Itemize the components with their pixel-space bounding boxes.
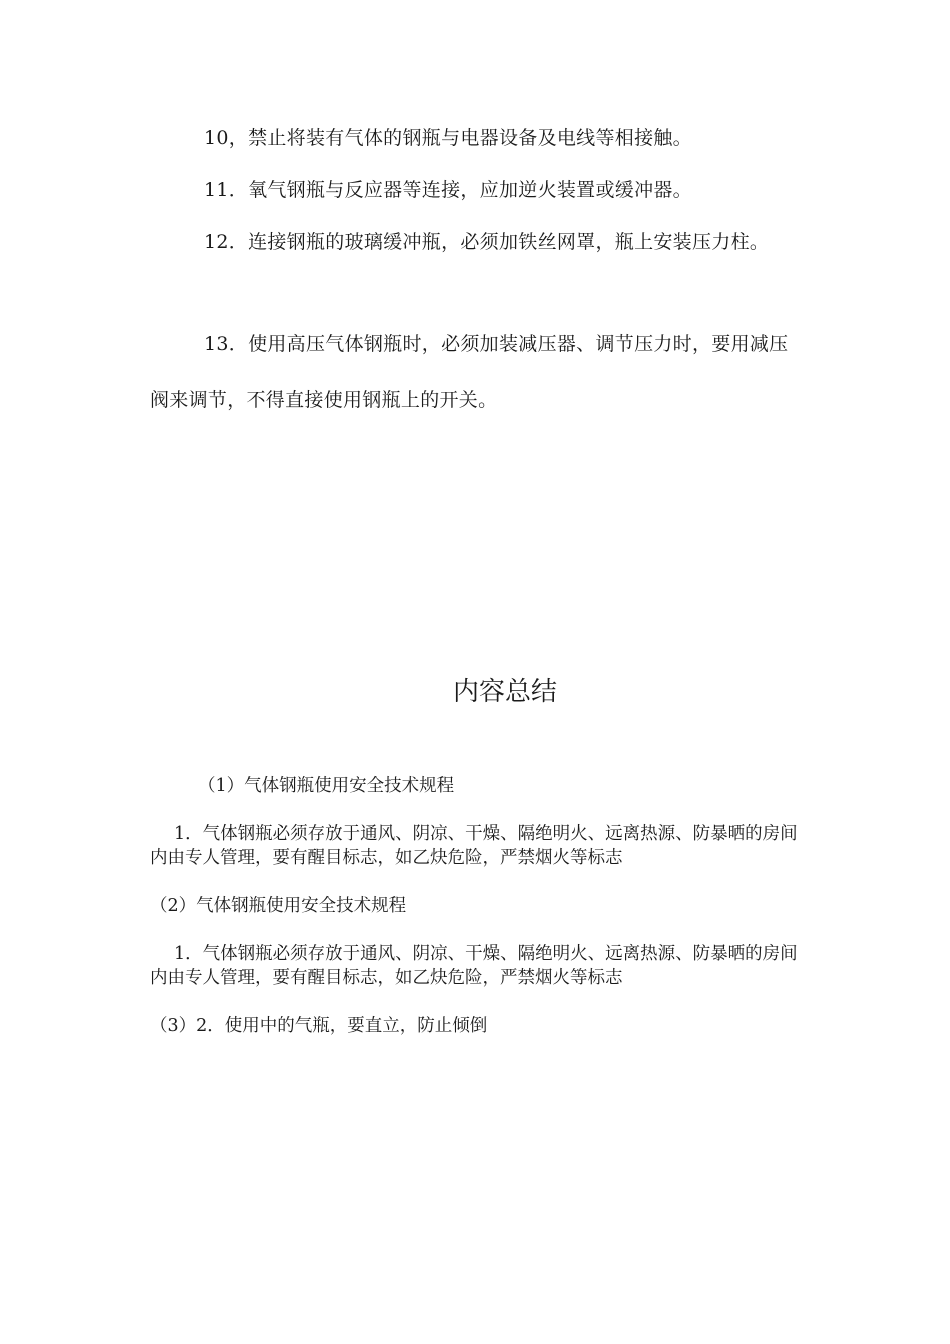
- rule-12: 12．连接钢瓶的玻璃缓冲瓶，必须加铁丝网罩，瓶上安装压力柱。: [204, 231, 770, 253]
- rule-10: 10，禁止将装有气体的钢瓶与电器设备及电线等相接触。: [204, 127, 692, 149]
- summary-item-1-heading: （1）气体钢瓶使用安全技术规程: [198, 776, 455, 796]
- summary-item-1-body: 1．气体钢瓶必须存放于通风、阴凉、干燥、隔绝明火、远离热源、防暴晒的房间内由专人管理，要有醒目标志，如乙炔危险，严禁烟火等标志: [150, 824, 798, 868]
- summary-title: 内容总结: [452, 677, 557, 707]
- summary-item-2-heading: （2）气体钢瓶使用安全技术规程: [150, 896, 407, 916]
- summary-item-3: （3）2．使用中的气瓶，要直立，防止倾倒: [150, 1016, 488, 1036]
- rule-11: 11．氧气钢瓶与反应器等连接，应加逆火装置或缓冲器。: [204, 179, 692, 201]
- summary-item-2-body: 1．气体钢瓶必须存放于通风、阴凉、干燥、隔绝明火、远离热源、防暴晒的房间内由专人管理，要有醒目标志，如乙炔危险，严禁烟火等标志: [150, 944, 798, 988]
- rule-13: 13．使用高压气体钢瓶时，必须加装减压器、调节压力时，要用减压阀来调节，不得直接使用钢瓶上的开关。: [150, 333, 789, 411]
